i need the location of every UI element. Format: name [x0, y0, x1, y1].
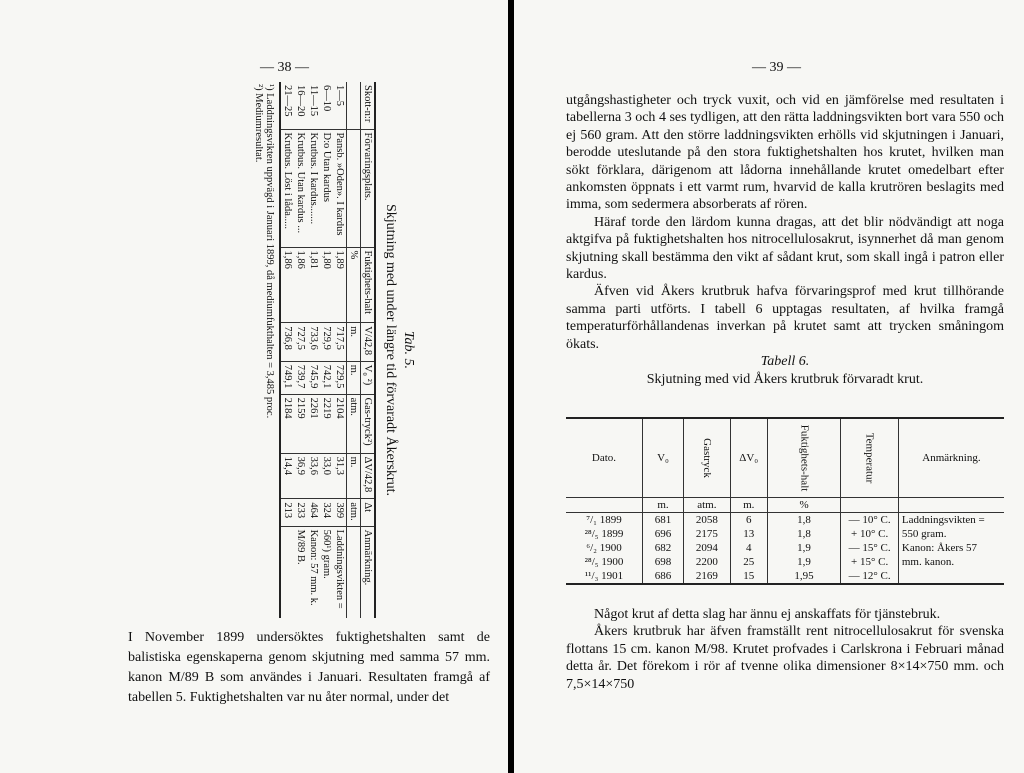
col-header: ΔV₀ — [730, 418, 767, 498]
body-paragraph: Åkers krutbruk har äfven framställt rent nitrocellulosakrut för svenska flottans 15 cm. kanon M/98. Krutet profvades i Carlskrona i Februari månad detta år. Det förekom i rör af tvenne olika dimensioner 8×14×750 mm. och 7,5×14×750 — [566, 624, 1004, 692]
table-6 — [566, 417, 1004, 585]
table-row — [566, 541, 1004, 555]
cell: Krutbus. Utan kardus ... — [294, 129, 307, 247]
col-header: Anmärkning. — [898, 418, 1004, 498]
cell: 739,7 — [294, 361, 307, 394]
col-header: Δt — [361, 499, 376, 526]
cell: 233 — [294, 499, 307, 526]
cell: Kanon: Åkers 57 — [898, 541, 1004, 555]
cell: 4 — [730, 541, 767, 555]
cell: 16—20 — [295, 85, 306, 117]
left-page — [0, 0, 508, 773]
table-row — [566, 527, 1004, 541]
table-row — [566, 513, 1004, 528]
col-header: V/42,8 — [361, 323, 376, 361]
cell: 1,95 — [767, 569, 841, 584]
cell: 1,86 — [280, 247, 294, 323]
cell: 15 — [730, 569, 767, 584]
col-header — [684, 418, 731, 498]
cell: 729,9 — [320, 323, 333, 361]
body-text-after-table — [566, 606, 1004, 693]
vertical-header: Fuktighets-halt — [798, 424, 811, 492]
col-header — [841, 418, 899, 498]
cell: + 10° C. — [841, 527, 899, 541]
table-row — [566, 555, 1004, 569]
page-number: — 38 — — [260, 60, 309, 75]
cell: 1,89 — [333, 247, 347, 323]
table-row — [333, 82, 347, 618]
cell: 1,86 — [294, 247, 307, 323]
cell: 2175 — [684, 527, 731, 541]
cell: 2169 — [684, 569, 731, 584]
cell: Pansb. »Oden». I kardus — [333, 129, 347, 247]
unit-cell — [347, 129, 361, 247]
cell: 1,81 — [307, 247, 320, 323]
cell: Laddningsvikten = — [333, 526, 347, 618]
unit-cell — [898, 498, 1004, 513]
body-paragraph: Något krut af detta slag har ännu ej anskaffats för tjänstebruk. — [594, 607, 941, 622]
rotated-table-area — [120, 80, 420, 620]
cell: 31,3 — [333, 453, 347, 499]
cell: 560¹) gram. — [320, 526, 333, 618]
unit-cell: m. — [347, 453, 361, 499]
unit-cell: m. — [730, 498, 767, 513]
body-paragraph: utgångshastigheter och tryck vuxit, och vid en jämförelse med resultaten i tabellerna 3 och 4 ses tydligen, att den rätta laddningsvikten bort vara 550 och ej 560 gram. Att den större laddningsvikten erhölls vid skjutningen i Januari, berodde uteslutande på den stora fuktighetshalten hos krutet, hvilken man sökt förklara, därigenom att lådorna innehållande krutet omedelbart efter ankomsten öppnats i ett varmt rum, hvarvid de kalla krutrören beslagits med imma, som sedermera absorberats af rören. — [566, 93, 1004, 213]
cell: 6—10 — [321, 85, 332, 112]
cell: 2104 — [333, 394, 347, 453]
unit-cell — [347, 526, 361, 618]
cell: 324 — [320, 499, 333, 526]
cell: 745,9 — [307, 361, 320, 394]
cell: 1,8 — [767, 527, 841, 541]
cell: 729,5 — [333, 361, 347, 394]
cell: 2200 — [684, 555, 731, 569]
cell: 736,8 — [280, 323, 294, 361]
cell: 1,9 — [767, 541, 841, 555]
unit-cell: % — [767, 498, 841, 513]
footnote: ²) Mediumresultat. — [253, 84, 264, 163]
table-row — [566, 569, 1004, 584]
cell: M/89 B. — [294, 526, 307, 618]
cell: 2094 — [684, 541, 731, 555]
cell: 681 — [643, 513, 684, 528]
unit-cell: m. — [643, 498, 684, 513]
unit-cell: atm. — [347, 394, 361, 453]
cell: 14,4 — [280, 453, 294, 499]
footnote: ¹) Laddningsvikten uppvägd i Januari 1899, då mediumfukthalten = 3,485 proc. — [264, 84, 275, 419]
cell: 6 — [730, 513, 767, 528]
cell: 749,1 — [280, 361, 294, 394]
table-caption: Tab. 5. — [401, 330, 416, 369]
unit-cell: m. — [347, 361, 361, 394]
cell: Laddningsvikten = — [898, 513, 1004, 528]
cell: Kanon: 57 mm. k. — [307, 526, 320, 618]
cell: 742,1 — [320, 361, 333, 394]
cell: 1,9 — [767, 555, 841, 569]
unit-cell — [841, 498, 899, 513]
cell: 2219 — [320, 394, 333, 453]
cell: 1—5 — [334, 85, 345, 106]
cell: D:o Utan kardus — [320, 129, 333, 247]
table-title: Skjutning med under längre tid förvaradt Åkerskrut. — [383, 204, 398, 496]
cell: 36,9 — [294, 453, 307, 499]
unit-cell: atm. — [347, 499, 361, 526]
unit-cell: m. — [347, 323, 361, 361]
cell: Krutbus. Löst i låda..... — [280, 129, 294, 247]
vertical-header: Gastryck — [700, 438, 713, 478]
cell: 21—25 — [280, 82, 294, 129]
table-row — [307, 82, 320, 618]
col-header — [767, 418, 841, 498]
cell: 33,6 — [307, 453, 320, 499]
cell: — 15° C. — [841, 541, 899, 555]
body-paragraph: Häraf torde den lärdom kunna dragas, att det blir nödvändigt att noga aktgifva på fuktighetshalten hos nitrocellulosakrut, isynnerhet då man genom skjutning skall bestämma den vikt af sådant krut, som skall ingå i patron eller kardus. — [566, 214, 1004, 283]
table-5 — [279, 82, 376, 618]
body-paragraph: I November 1899 undersöktes fuktighetshalten samt de balistiska egenskaperna genom skjutning med samma 57 mm. kanon M/89 B som användes i Januari. Resultaten framgå af tabellen 5. Fuktighetshalten var nu åter normal, under det — [128, 630, 490, 705]
cell: 33,0 — [320, 453, 333, 499]
col-header: Gas-tryck²) — [361, 394, 376, 453]
cell: 2184 — [280, 394, 294, 453]
cell: 698 — [643, 555, 684, 569]
cell: 2261 — [307, 394, 320, 453]
col-header: Dato. — [566, 418, 643, 498]
cell: Krutbus. I kardus....... — [307, 129, 320, 247]
cell: 696 — [643, 527, 684, 541]
cell: 213 — [280, 499, 294, 526]
unit-cell: atm. — [684, 498, 731, 513]
cell: 11—15 — [308, 85, 319, 117]
unit-cell — [566, 498, 643, 513]
cell: ⁶/₂ 1900 — [586, 542, 622, 554]
unit-cell — [347, 82, 361, 129]
col-header: Fuktighets-halt — [361, 247, 376, 323]
table-row — [280, 82, 294, 618]
cell — [898, 569, 1004, 584]
table-caption: Tabell 6. — [760, 354, 810, 370]
cell: ²⁸/₅ 1900 — [584, 556, 624, 568]
cell: 1,80 — [320, 247, 333, 323]
vertical-header: Temperatur — [863, 432, 876, 484]
body-text — [566, 92, 1004, 388]
cell: 25 — [730, 555, 767, 569]
cell: 2058 — [684, 513, 731, 528]
cell: 682 — [643, 541, 684, 555]
cell: 733,6 — [307, 323, 320, 361]
cell: 2159 — [294, 394, 307, 453]
cell: 13 — [730, 527, 767, 541]
table-row — [320, 82, 333, 618]
cell: 399 — [333, 499, 347, 526]
cell: 727,5 — [294, 323, 307, 361]
col-header: V₀ ²) — [361, 361, 376, 394]
table-title: Skjutning med vid Åkers krutbruk förvaradt krut. — [646, 371, 924, 387]
cell: 464 — [307, 499, 320, 526]
page-number: — 39 — — [752, 60, 801, 75]
cell: mm. kanon. — [898, 555, 1004, 569]
col-header: Förvaringsplats. — [361, 129, 376, 247]
cell — [280, 526, 294, 618]
col-header: ΔV/42,8 — [361, 453, 376, 499]
cell: 1,8 — [767, 513, 841, 528]
cell: — 10° C. — [841, 513, 899, 528]
cell: ¹¹/₃ 1901 — [566, 569, 643, 584]
body-paragraph: Äfven vid Åkers krutbruk hafva förvaringsprof med krut tillhörande samma parti utförts. I tabell 6 upptagas resultaten, af hvilka framgå temperaturförhållandenas inverkan på krutet samt att trycken småningom ökats. — [566, 284, 1004, 352]
col-header: Skott-n:r — [361, 82, 376, 129]
col-header: V₀ — [643, 418, 684, 498]
cell: 686 — [643, 569, 684, 584]
table-row — [294, 82, 307, 618]
col-header: Anmärkning. — [361, 526, 376, 618]
cell: 717,5 — [333, 323, 347, 361]
cell: + 15° C. — [841, 555, 899, 569]
cell: ²⁸/₅ 1899 — [584, 528, 624, 540]
cell: ⁷/₁ 1899 — [586, 514, 622, 526]
unit-cell: % — [347, 247, 361, 323]
right-page — [514, 0, 1024, 773]
cell: — 12° C. — [841, 569, 899, 584]
cell: 550 gram. — [898, 527, 1004, 541]
